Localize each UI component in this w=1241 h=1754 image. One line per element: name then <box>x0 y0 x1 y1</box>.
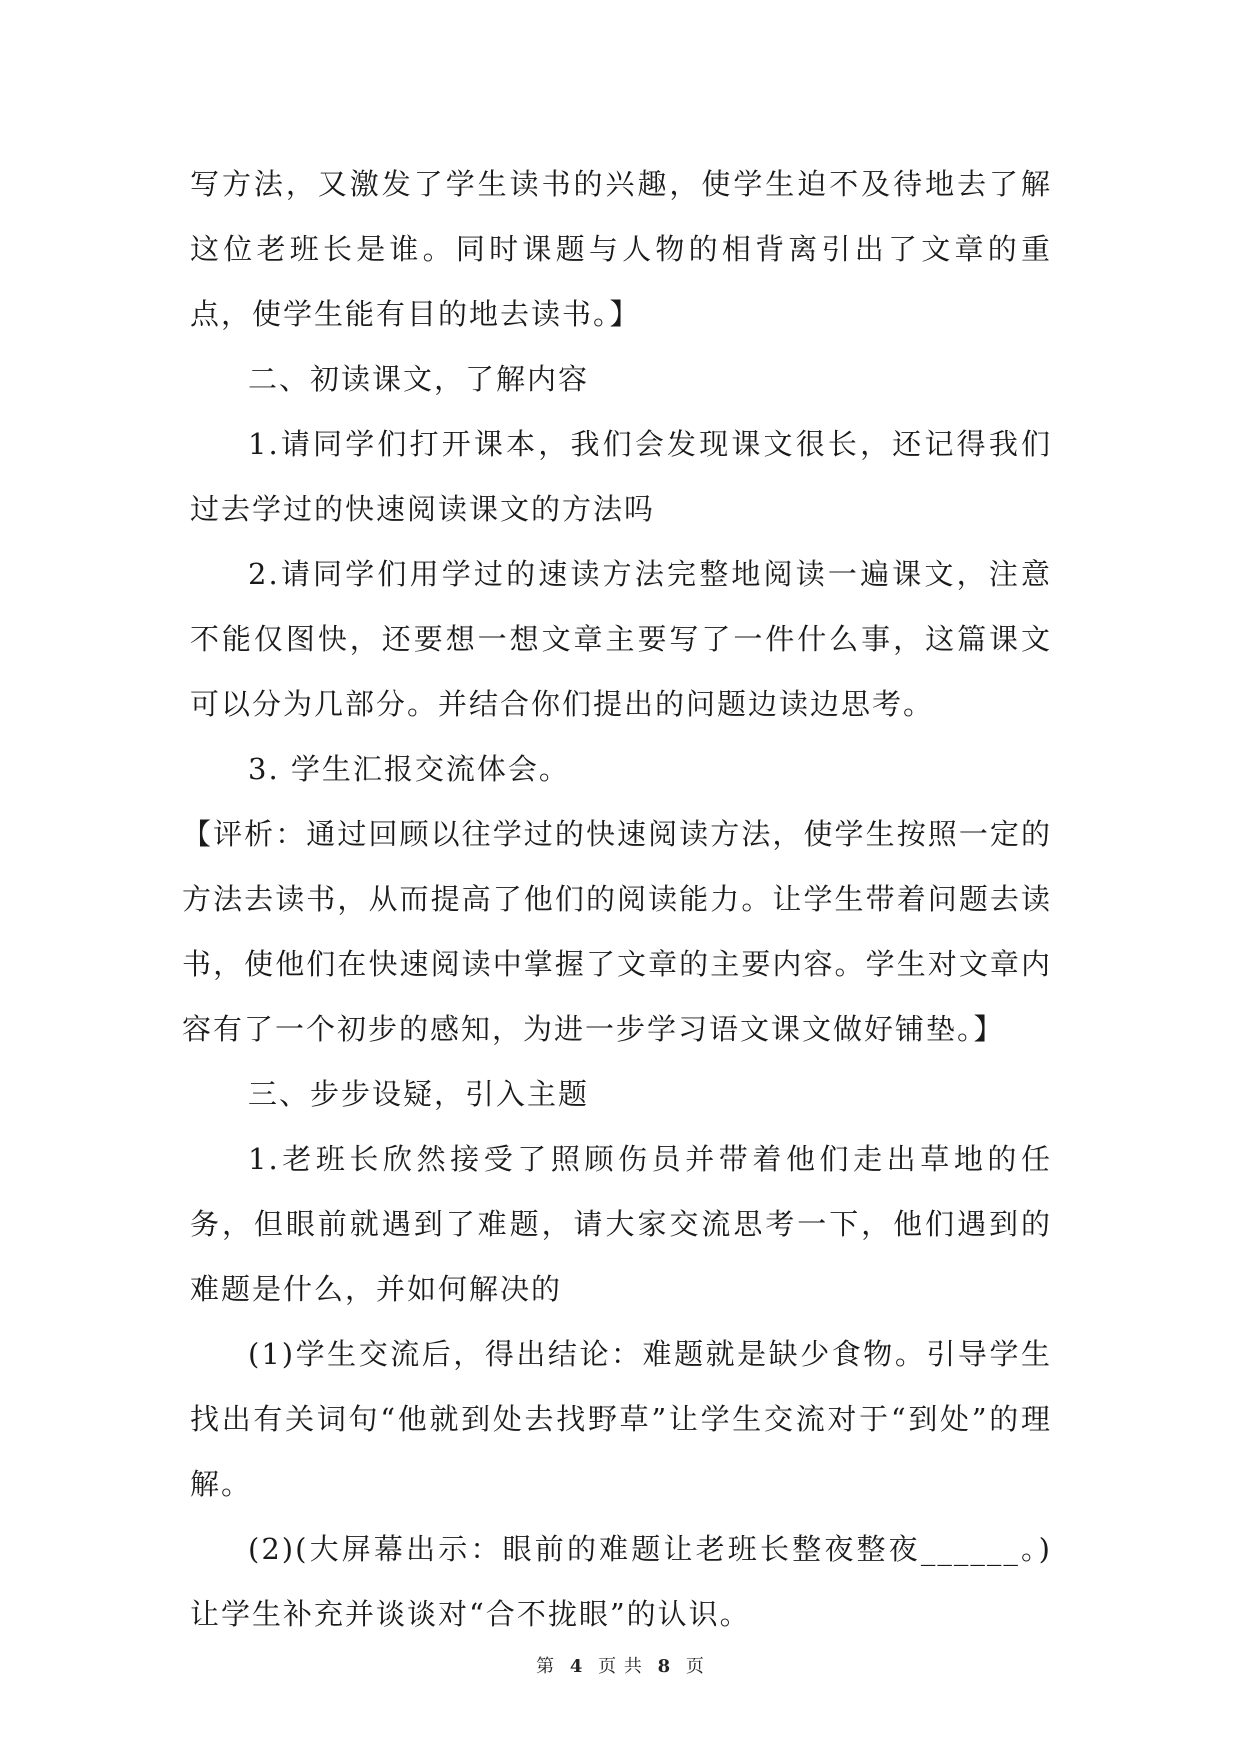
section-heading-2: 二、初读课文，了解内容 <box>248 362 590 396</box>
paragraph-continuation: 写方法，又激发了学生读书的兴趣，使学生迫不及待地去了解这位老班长是谁。同时课题与人物的相背离引出了文章的重点，使学生能有目的地去读书。】 <box>190 167 1052 331</box>
paragraph-item-3: 3. 学生汇报交流体会。 <box>248 752 570 786</box>
paragraph-item-1: 1.请同学们打开课本，我们会发现课文很长，还记得我们过去学过的快速阅读课文的方法吗 <box>190 427 1052 526</box>
paragraph-item-2: 2.请同学们用学过的速读方法完整地阅读一遍课文，注意不能仅图快，还要想一想文章主要写了一件什么事，这篇课文可以分为几部分。并结合你们提出的问题边读边思考。 <box>190 557 1052 721</box>
footer-prefix: 第 <box>536 1656 556 1677</box>
paragraph-subitem-1: (1)学生交流后，得出结论：难题就是缺少食物。引导学生找出有关词句“他就到处去找野草”让学生交流对于“到处”的理解。 <box>190 1337 1052 1501</box>
footer-suffix: 页 <box>685 1656 705 1677</box>
page-footer <box>0 1652 1241 1678</box>
section-heading-3: 三、步步设疑，引入主题 <box>248 1077 590 1111</box>
footer-total-pages: 8 <box>657 1656 672 1677</box>
paragraph-subitem-2: (2)(大屏幕出示：眼前的难题让老班长整夜整夜______。)让学生补充并谈谈对“合不拢眼”的认识。 <box>190 1532 1052 1631</box>
paragraph-item-3-1: 1.老班长欣然接受了照顾伤员并带着他们走出草地的任务，但眼前就遇到了难题，请大家交流思考一下，他们遇到的难题是什么，并如何解决的 <box>190 1142 1052 1306</box>
footer-current-page: 4 <box>569 1656 584 1677</box>
paragraph-analysis: 【评析：通过回顾以往学过的快速阅读方法，使学生按照一定的方法去读书，从而提高了他们的阅读能力。让学生带着问题去读书，使他们在快速阅读中掌握了文章的主要内容。学生对文章内容有了一个初步的感知，为进一步学习语文课文做好铺垫。】 <box>182 817 1052 1046</box>
document-body <box>182 152 1052 1647</box>
footer-middle: 页 共 <box>598 1656 643 1677</box>
